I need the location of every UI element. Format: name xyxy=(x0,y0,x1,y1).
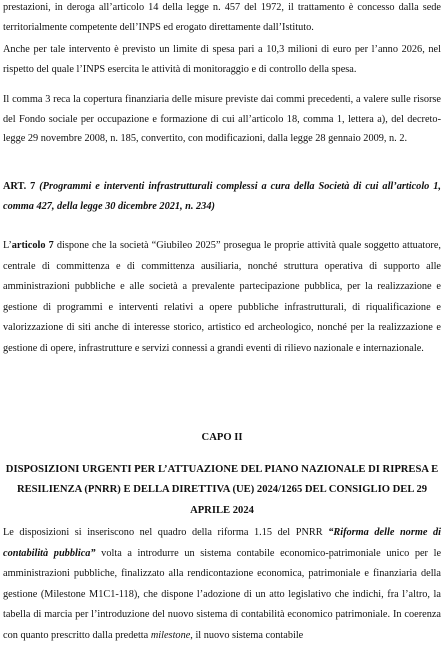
paragraph-pnrr xyxy=(3,523,441,647)
pnrr-text-1: Le disposizioni si inseriscono nel quadro della riforma 1.15 del PNRR xyxy=(3,527,329,538)
pnrr-italic-2: milestone xyxy=(150,629,191,641)
pnrr-text-3: , il nuovo sistema contabile xyxy=(190,629,304,641)
pnrr-italic-1: “Riforma delle norme di contabilità pubblica” xyxy=(3,527,441,559)
paragraph-3: Il comma 3 reca la copertura finanziaria delle misure previste dai commi precedenti, a valere sulle risorse del Fondo sociale per occupazione e formazione di cui all’articolo 18, comma 1, lettera a), del decreto-legge 29 novembre 2008, n. 185, convertito, con modificazioni, dalla legge 28 gennaio 2009, n. 2. xyxy=(3,94,441,144)
article-body-bold: articolo 7 xyxy=(11,240,54,251)
chapter-number: CAPO II xyxy=(201,432,243,443)
article-body xyxy=(3,236,441,360)
paragraph-1: prestazioni, in deroga all’articolo 14 della legge n. 457 del 1972, il trattamento è concesso dalla sede territorialmente competente dell’INPS ed erogato direttamente dall’Istituto. xyxy=(3,2,441,33)
paragraph-2: Anche per tale intervento è previsto un limite di spesa pari a 10,3 milioni di euro per l’anno 2026, nel rispetto del quale l’INPS esercita le attività di monitoraggio e di controllo della spesa. xyxy=(3,44,441,75)
pnrr-text-2: volta a introdurre un sistema contabile economico-patrimoniale unico per le amministrazioni pubbliche, finalizzato alla rendicontazione economica, patrimoniale e finanziaria della gestione (Milestone M1C1-118), che dispone l’adozione di un atto legislativo che indichi, fra l’altro, la tabella di marcia per l’introduzione del nuovo sistema di contabilità economico patrimoniale. In coerenza con quanto prescritto dalla predetta xyxy=(3,547,442,641)
chapter-title: DISPOSIZIONI URGENTI PER L’ATTUAZIONE DEL PIANO NAZIONALE DI RIPRESA E RESILIENZA (PNRR) E DELLA DIRETTIVA (UE) 2024/1265 DEL CONSIGLIO DEL 29 APRILE 2024 xyxy=(5,464,439,516)
article-number: ART. 7 xyxy=(3,181,36,192)
article-heading xyxy=(3,177,441,216)
article-title: (Programmi e interventi infrastrutturali complessi a cura della Società di cui all’articolo 1, comma 427, della legge 30 dicembre 2021, n. 234) xyxy=(3,181,441,212)
article-body-text: dispone che la società “Giubileo 2025” prosegua le proprie attività quale soggetto attuatore, centrale di committenza e di committenza ausiliaria, nonché struttura operativa di supporto alle amministrazioni pubbliche e alle società a prevalente partecipazione pubblica, per la realizzazione e gestione di programmi e interventi relativi a opere pubbliche infrastrutturali, di riqualificazione e valorizzazione di siti anche di interesse storico, artistico ed archeologico, nonché per la realizzazione e gestione di opere, infrastrutture e servizi connessi a grandi eventi di rilievo nazionale e internazionale. xyxy=(3,240,441,354)
article-body-lead: L’ xyxy=(3,240,12,251)
